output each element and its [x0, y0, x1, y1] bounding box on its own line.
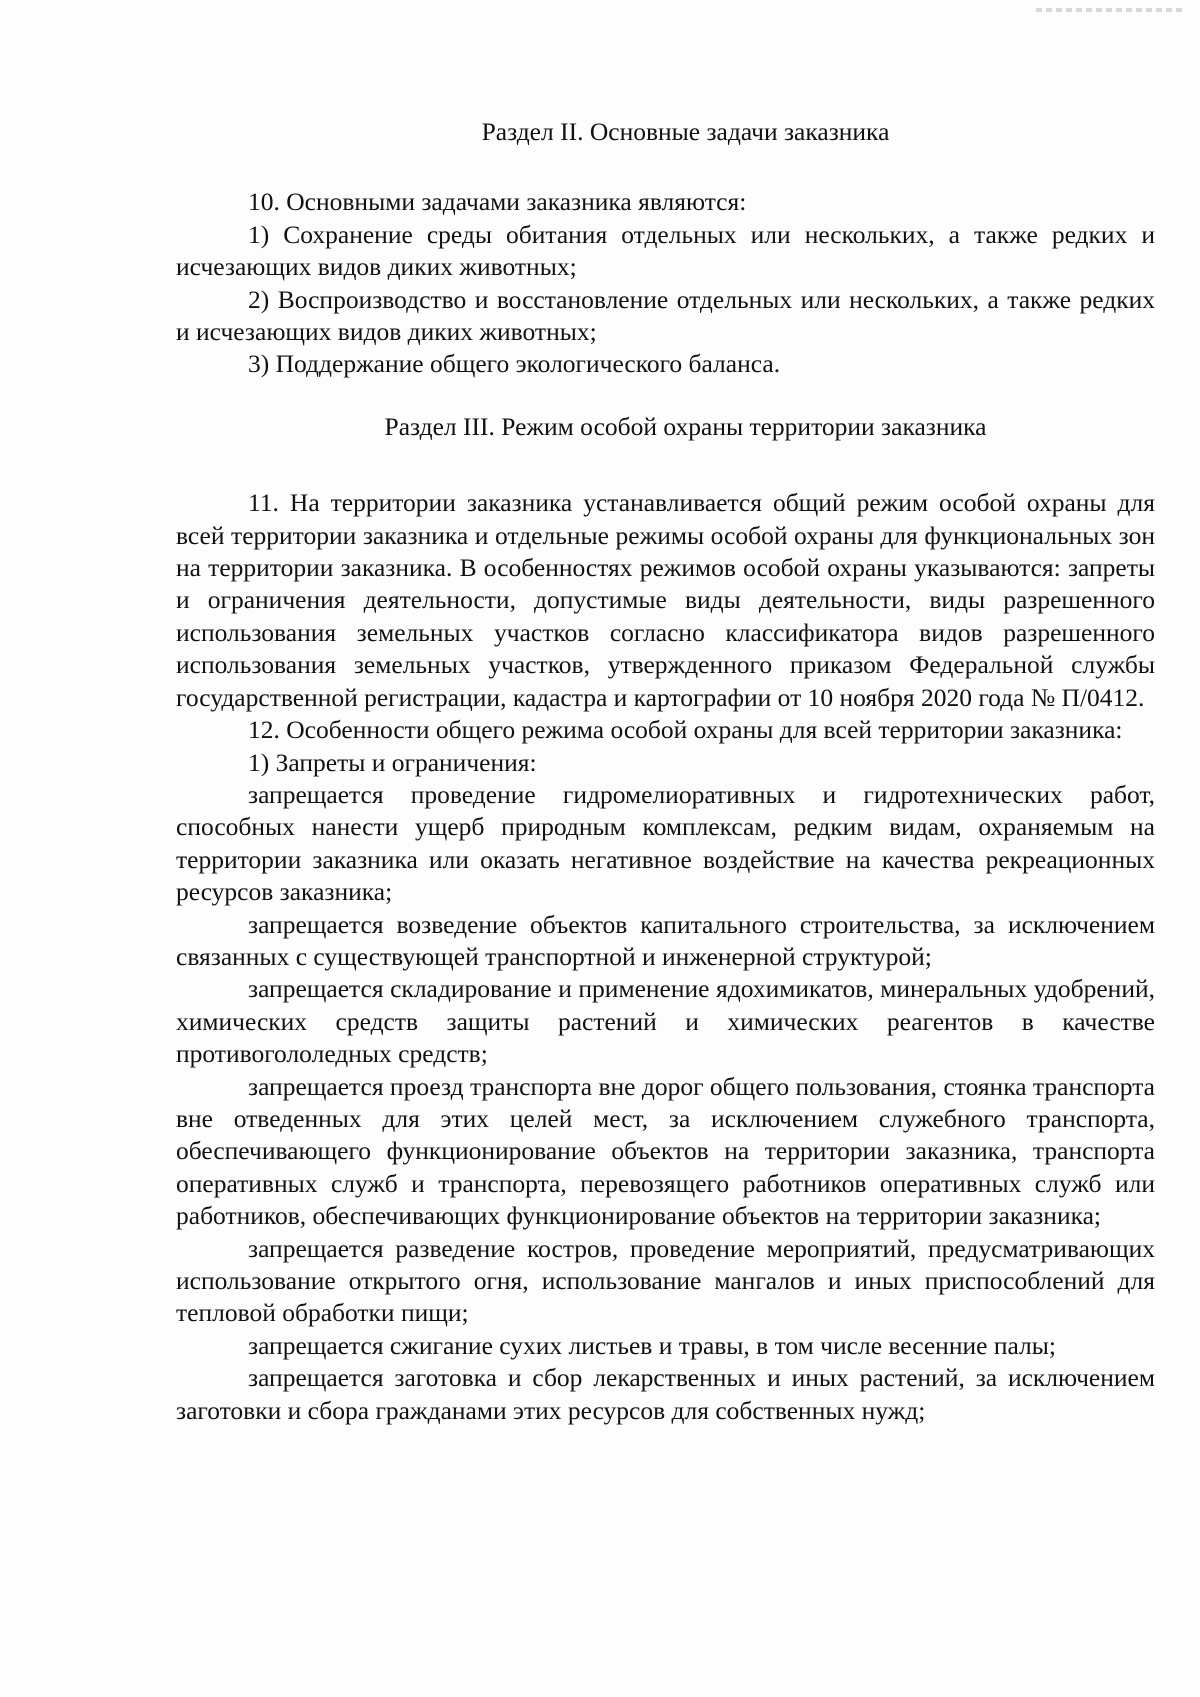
prohibition-item: запрещается сжигание сухих листьев и травы, в том числе весенние палы; [248, 1330, 1056, 1360]
task-item-1: 1) Сохранение среды обитания отдельных или нескольких, а также редких и исчезающих видов диких животных; [176, 219, 1155, 282]
prohibition-item: запрещается проезд транспорта вне дорог общего пользования, стоянка транспорта вне отведенных для этих целей мест, за исключением служебного транспорта, обеспечивающего функционирование объектов на территории заказника, транспорта оперативных служб и транспорта, перевозящего работников оперативных служб или работников, обеспечивающих функционирование объектов на территории заказника; [176, 1071, 1155, 1231]
section-3-heading: Раздел III. Режим особой охраны территории заказника [384, 411, 987, 441]
task-item-3: 3) Поддержание общего экологического баланса. [248, 349, 781, 379]
prohibition-item: запрещается разведение костров, проведение мероприятий, предусматривающих использование открытого огня, использование мангалов и иных приспособлений для тепловой обработки пищи; [176, 1233, 1155, 1328]
section-2-heading: Раздел II. Основные задачи заказника [481, 117, 890, 146]
paragraph-10: 10. Основными задачами заказника являются: [248, 187, 747, 217]
prohibition-item: запрещается складирование и применение ядохимикатов, минеральных удобрений, химических средств защиты растений и химических реагентов в качестве противогололедных средств; [176, 974, 1155, 1069]
task-item-2: 2) Воспроизводство и восстановление отдельных или нескольких, а также редких и исчезающих видов диких животных; [176, 284, 1155, 347]
prohibition-item: запрещается проведение гидромелиоративных и гидротехнических работ, способных нанести ущерб природным комплексам, редким видам, охраняемым на территории заказника или оказать негативное воздействие на качества рекреационных ресурсов заказника; [176, 779, 1155, 907]
paragraph-12-subitem-1: 1) Запреты и ограничения: [248, 747, 537, 777]
paragraph-11: 11. На территории заказника устанавливается общий режим особой охраны для всей территории заказника и отдельные режимы особой охраны для функциональных зон на территории заказника. В особенностях режимов особой охраны указываются: запреты и ограничения деятельности, допустимые виды деятельности, виды разрешенного использования земельных участков согласно классификатора видов разрешенного использования земельных участков, утвержденного приказом Федеральной службы государственной регистрации, кадастра и картографии от 10 ноября 2020 года № П/0412. [176, 488, 1155, 712]
paragraph-12: 12. Особенности общего режима особой охраны для всей территории заказника: [248, 715, 1123, 745]
prohibition-item: запрещается заготовка и сбор лекарственных и иных растений, за исключением заготовки и сбора гражданами этих ресурсов для собственных нужд; [176, 1363, 1155, 1425]
document-body [176, 116, 1155, 1427]
scan-artifact [1036, 8, 1186, 12]
prohibition-item: запрещается возведение объектов капитального строительства, за исключением связанных с существующей транспортной и инженерной структурой; [176, 909, 1155, 971]
